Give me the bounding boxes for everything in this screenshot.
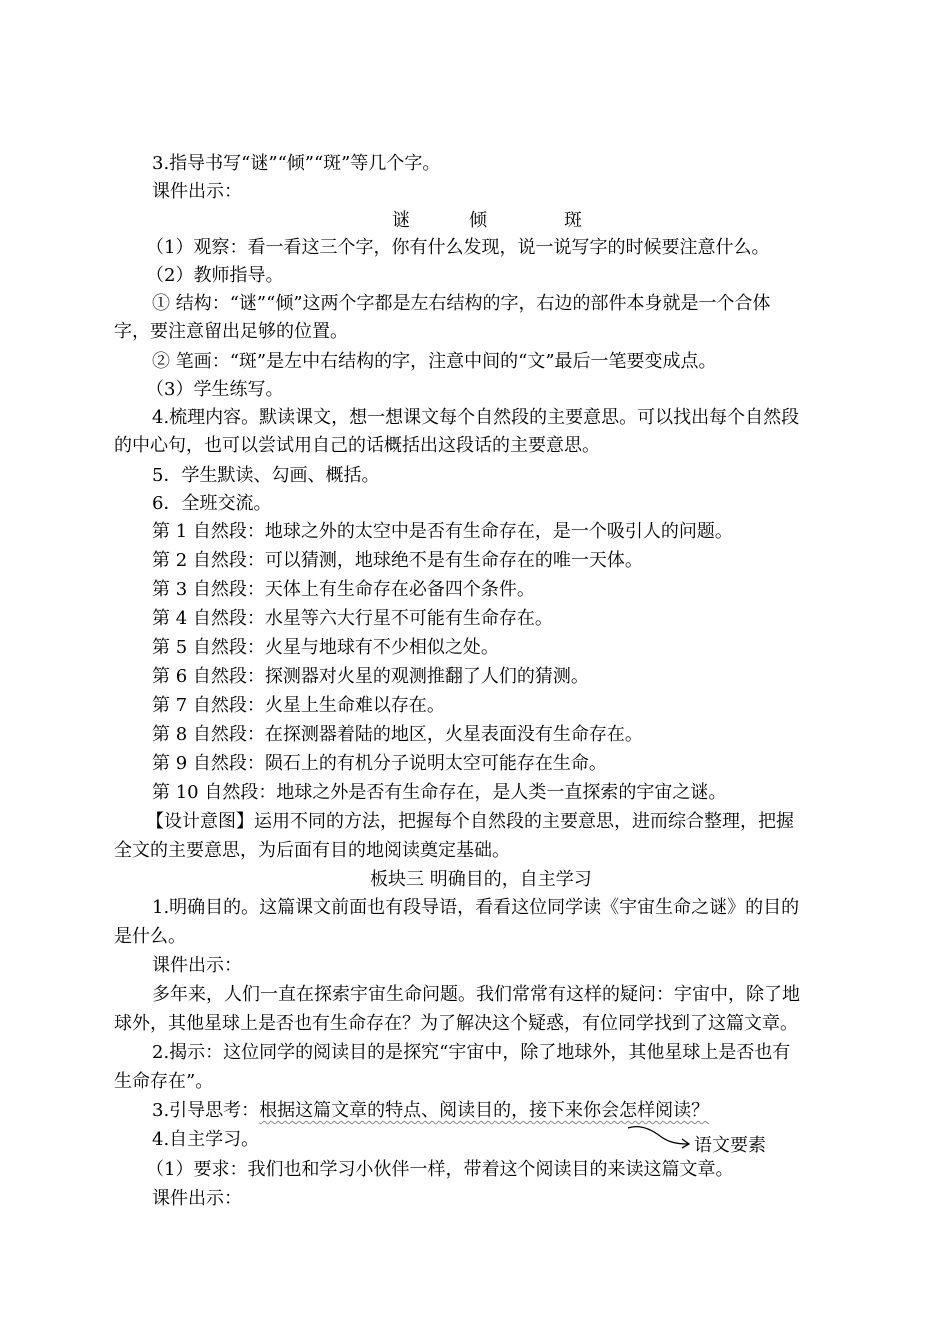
text-line: （1）观察：看一看这三个字，你有什么发现，说一说写字的时候要注意什么。 (146, 237, 770, 258)
text-line: 4.梳理内容。默读课文，想一想课文每个自然段的主要意思。可以找出每个自然段 (152, 407, 800, 428)
paragraph-summary: 第 10 自然段：地球之外是否有生命存在，是人类一直探索的宇宙之谜。 (152, 782, 727, 803)
text-line: 1.明确目的。这篇课文前面也有段导语，看看这位同学读《宇宙生命之谜》的目的 (152, 897, 800, 918)
text-line: （1）要求：我们也和学习小伙伴一样，带着这个阅读目的来读这篇文章。 (146, 1159, 734, 1180)
text-line: （3）学生练写。 (146, 379, 284, 400)
text-line: 5．学生默读、勾画、概括。 (152, 465, 380, 486)
text-line (152, 1099, 709, 1123)
text-prefix: 3.引导思考： (152, 1100, 260, 1121)
text-line: 全文的主要意思，为后面有目的地阅读奠定基础。 (114, 840, 510, 861)
paragraph-summary: 第 3 自然段：天体上有生命存在必备四个条件。 (152, 579, 535, 600)
text-line: 2.揭示：这位同学的阅读目的是探究“宇宙中，除了地球外，其他星球上是否也有 (152, 1042, 791, 1063)
character-qing: 倾 (469, 210, 487, 231)
text-line: ② 笔画：“斑”是左中右结构的字，注意中间的“文”最后一笔要变成点。 (152, 351, 717, 372)
paragraph-summary: 第 7 自然段：火星上生命难以存在。 (152, 695, 445, 716)
text-line: 课件出示： (152, 955, 242, 976)
text-line: 课件出示： (152, 1188, 242, 1209)
section-heading: 板块三 明确目的，自主学习 (370, 869, 592, 890)
text-line: 课件出示： (152, 181, 242, 202)
paragraph-summary: 第 2 自然段：可以猜测，地球绝不是有生命存在的唯一天体。 (152, 550, 643, 571)
text-line: （2）教师指导。 (146, 265, 284, 286)
paragraph-summary: 第 1 自然段：地球之外的太空中是否有生命存在，是一个吸引人的问题。 (152, 521, 733, 542)
text-line: 多年来，人们一直在探索宇宙生命问题。我们常常有这样的疑问：宇宙中，除了地 (152, 984, 800, 1005)
design-intent: 【设计意图】运用不同的方法，把握每个自然段的主要意思，进而综合整理，把握 (146, 811, 794, 832)
annotation-label: 语文要素 (694, 1135, 766, 1156)
text-line: 6．全班交流。 (152, 493, 272, 514)
text-line: 4.自主学习。 (152, 1129, 260, 1150)
text-line: 球外，其他星球上是否也有生命存在？为了解决这个疑惑，有位同学找到了这篇文章。 (114, 1013, 798, 1034)
paragraph-summary: 第 5 自然段：火星与地球有不少相似之处。 (152, 637, 499, 658)
character-ban: 斑 (564, 210, 582, 231)
text-line: 是什么。 (114, 926, 186, 947)
wavy-underlined-text: 根据这篇文章的特点、阅读目的，接下来你会怎样阅读？ (259, 1100, 710, 1121)
text-line: 的中心句，也可以尝试用自己的话概括出这段话的主要意思。 (114, 435, 600, 456)
curved-arrow-icon (626, 1122, 696, 1150)
text-line: 生命存在”。 (114, 1071, 214, 1092)
text-line: 3.指导书写“谜”“倾”“斑”等几个字。 (152, 153, 441, 174)
paragraph-summary: 第 6 自然段：探测器对火星的观测推翻了人们的猜测。 (152, 666, 589, 687)
text-line: ① 结构：“谜”“倾”这两个字都是左右结构的字，右边的部件本身就是一个合体 (152, 293, 771, 314)
paragraph-summary: 第 8 自然段：在探测器着陆的地区，火星表面没有生命存在。 (152, 724, 643, 745)
text-line: 字，要注意留出足够的位置。 (114, 321, 348, 342)
character-mi: 谜 (392, 210, 410, 231)
paragraph-summary: 第 4 自然段：水星等六大行星不可能有生命存在。 (152, 608, 553, 629)
paragraph-summary: 第 9 自然段：陨石上的有机分子说明太空可能存在生命。 (152, 753, 607, 774)
